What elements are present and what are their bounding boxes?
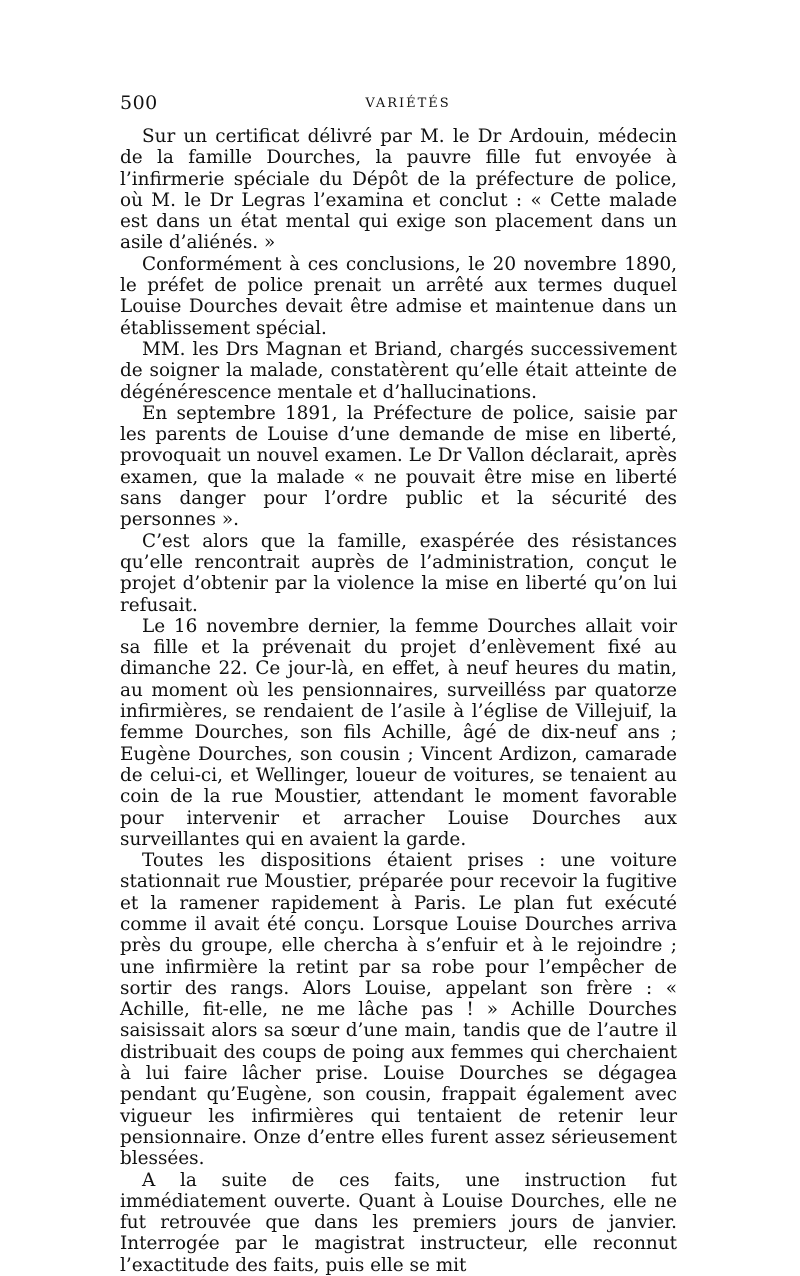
- paragraph-certificat: Sur un certificat délivré par M. le Dr Ardouin, médecin de la famille Dourches, la pauvre fille fut envoyée à l’infirmerie spéciale du Dépôt de la préfecture de police, où M. le Dr Legras l’examina et conclut : « Cette malade est dans un état mental qui exige son placement dans un asile d’aliénés. »: [120, 126, 677, 254]
- paragraph-instruction: A la suite de ces faits, une instruction fut immédiatement ouverte. Quant à Louise Dourches, elle ne fut retrouvée que dans les premiers jours de janvier. Interrogée par le magistrat instructeur, elle reconnut l’exactitude des faits, puis elle se mit: [120, 1169, 677, 1276]
- paragraph-famille-exasperee: C’est alors que la famille, exaspérée des résistances qu’elle rencontrait auprès de l’administration, conçut le projet d’obtenir par la violence la mise en liberté qu’on lui refusait.: [120, 530, 677, 616]
- paragraph-16-novembre: Le 16 novembre dernier, la femme Dourches allait voir sa fille et la prévenait du projet d’enlèvement fixé au dimanche 22. Ce jour-là, en effet, à neuf heures du matin, au moment où les pensionnaires, surveilléss par quatorze infirmières, se rendaient de l’asile à l’église de Villejuif, la femme Dourches, son fils Achille, âgé de dix-neuf ans ; Eugène Dourches, son cousin ; Vincent Ardizon, camarade de celui-ci, et Wellinger, loueur de voitures, se tenaient au coin de la rue Moustier, attendant le moment favorable pour intervenir et arracher Louise Dourches aux surveillantes qui en avaient la garde.: [120, 615, 677, 850]
- paragraph-conformement: Conformément à ces conclusions, le 20 novembre 1890, le préfet de police prenait un arrêté aux termes duquel Louise Dourches devait être admise et maintenue dans un établissement spécial.: [120, 253, 677, 339]
- paragraph-dispositions: Toutes les dispositions étaient prises : une voiture stationnait rue Moustier, préparée pour recevoir la fugitive et la ramener rapidement à Paris. Le plan fut exécuté comme il avait été conçu. Lorsque Louise Dourches arriva près du groupe, elle chercha à s’enfuir et à le rejoindre ; une infirmière la retint par sa robe pour l’empêcher de sortir des rangs. Alors Louise, appelant son frère : « Achille, fit-elle, ne me lâche pas ! » Achille Dourches saisissait alors sa sœur d’une main, tandis que de l’autre il distribuait des coups de poing aux femmes qui cherchaient à lui faire lâcher prise. Louise Dourches se dégagea pendant qu’Eugène, son cousin, frappait également avec vigueur les infirmières qui tentaient de retenir leur pensionnaire. Onze d’entre elles furent assez sérieusement blessées.: [120, 850, 677, 1170]
- paragraph-magnan-briand: MM. les Drs Magnan et Briand, chargés successivement de soigner la malade, constatèrent qu’elle était atteinte de dégénérescence mentale et d’hallucinations.: [120, 338, 677, 403]
- body-text: [120, 126, 677, 1276]
- running-head: [0, 92, 800, 116]
- page-number: 500: [120, 92, 158, 114]
- paragraph-septembre-1891: En septembre 1891, la Préfecture de police, saisie par les parents de Louise d’une demande de mise en liberté, provoquait un nouvel examen. Le Dr Vallon déclarait, après examen, que la malade « ne pouvait être mise en liberté sans danger pour l’ordre public et la sécurité des personnes ».: [120, 402, 677, 531]
- running-title: VARIÉTÉS: [365, 96, 451, 111]
